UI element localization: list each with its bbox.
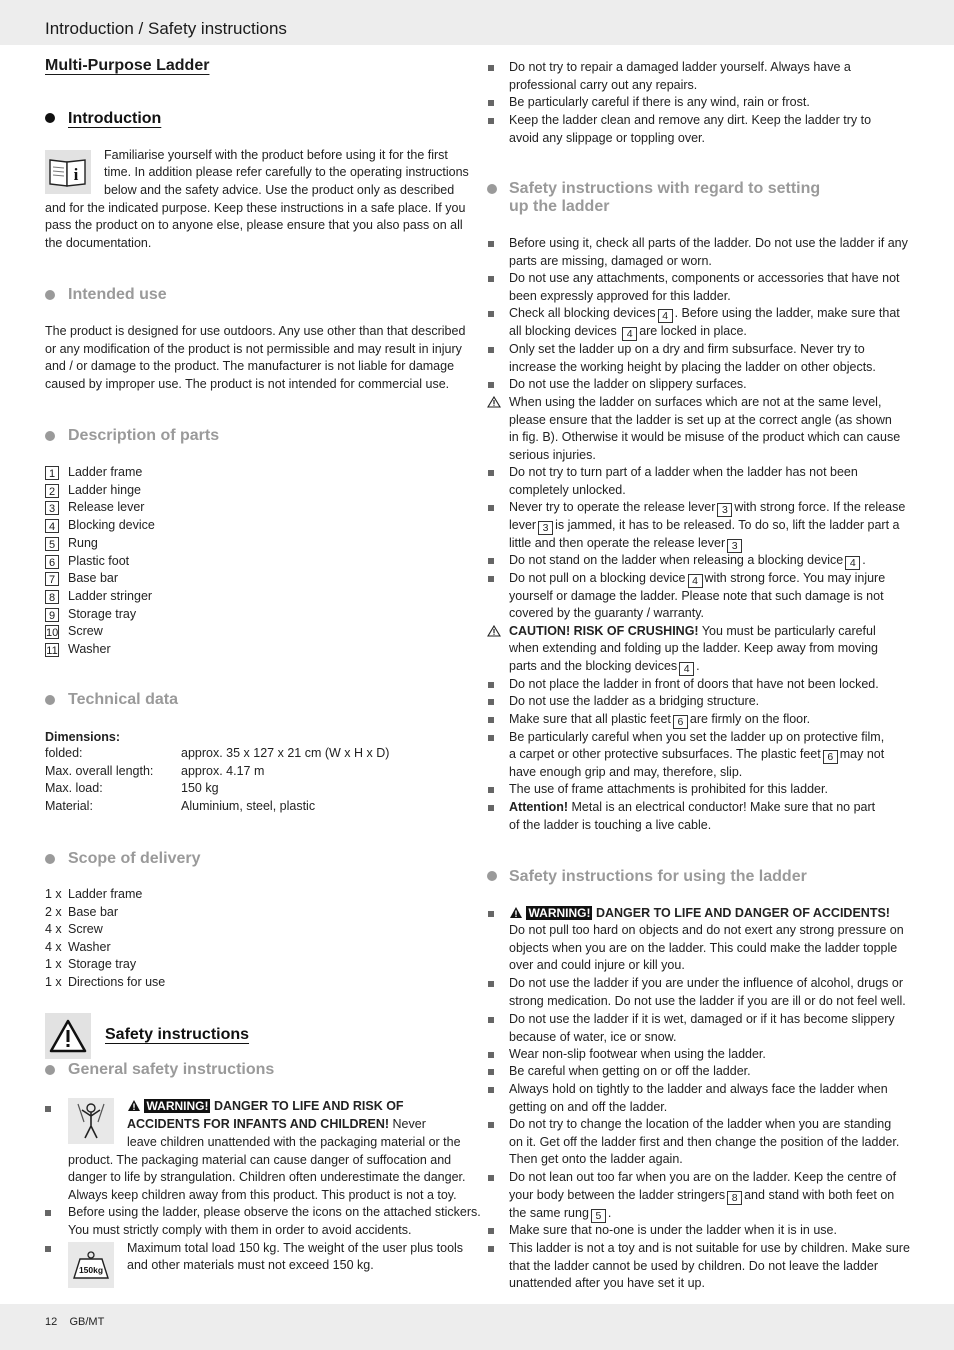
using-heading: Safety instructions for using the ladder	[509, 868, 807, 885]
intro-line: the documentation.	[45, 236, 152, 250]
instruction-text: the same rung	[509, 1206, 589, 1220]
delivery-qty: 1 x	[45, 887, 62, 901]
instruction-text: Do not pull on a blocking device	[509, 571, 686, 585]
warning-text-bold: DANGER TO LIFE AND DANGER OF ACCIDENTS!	[595, 906, 890, 920]
part-number-badge: 3	[717, 503, 732, 517]
list-bullet	[488, 682, 494, 688]
section-bullet	[45, 1065, 55, 1075]
list-bullet	[488, 787, 494, 793]
instruction-text: all blocking devices	[509, 324, 617, 338]
intended-use-line: The product is designed for use outdoors. Any use other than that described	[45, 324, 466, 338]
instruction-text: may not	[839, 747, 885, 761]
list-bullet	[488, 1175, 494, 1181]
instruction-line: Be particularly careful if there is any wind, rain or frost.	[509, 95, 810, 109]
part-label: Base bar	[68, 571, 119, 586]
child-warning-line	[127, 1098, 457, 1116]
instruction-line: over and could injure or kill you.	[509, 958, 685, 973]
delivery-item: Ladder frame	[68, 887, 143, 901]
part-number-badge: 9	[45, 608, 59, 622]
list-bullet	[45, 1210, 51, 1216]
instruction-text: with strong force. You may injure	[704, 571, 886, 585]
instruction-text: lever	[509, 518, 537, 532]
list-bullet	[488, 470, 494, 476]
tech-value: Aluminium, steel, plastic	[181, 799, 316, 814]
list-bullet	[488, 347, 494, 353]
instruction-line: yourself or damage the ladder. Please note that such damage is not	[509, 589, 884, 603]
list-bullet	[488, 1069, 494, 1075]
part-label: Washer	[68, 642, 111, 656]
instruction-line: Be careful when getting on or off the ladder.	[509, 1064, 751, 1078]
instruction-line: parts are missing, damaged or worn.	[509, 253, 712, 268]
child-warning-line: product. The packaging material can cause danger of suffocation and	[68, 1153, 452, 1167]
tech-key: Material:	[45, 799, 93, 814]
list-bullet	[488, 1017, 494, 1023]
list-bullet	[488, 382, 494, 388]
list-bullet	[488, 717, 494, 723]
list-bullet	[488, 981, 494, 987]
part-number-badge: 6	[673, 715, 688, 729]
instruction-line: Make sure that no-one is under the ladder when it is in use.	[509, 1223, 837, 1237]
instruction-line: Be particularly careful when you set the ladder up on protective film,	[509, 730, 885, 744]
warning-triangle-icon	[487, 625, 501, 637]
delivery-qty: 1 x	[45, 957, 62, 972]
load-line: and other materials must not exceed 150 kg.	[127, 1258, 374, 1272]
part-label: Ladder stringer	[68, 588, 153, 603]
instruction-line	[509, 570, 885, 588]
warning-triangle-icon	[127, 1099, 141, 1112]
intro-line: Familiarise yourself with the product before using it for the first	[104, 148, 448, 162]
doc-title: Multi-Purpose Ladder	[45, 57, 210, 74]
list-bullet	[488, 505, 494, 511]
list-bullet	[488, 699, 494, 705]
instruction-text: little and then operate the release lever	[509, 536, 726, 550]
instruction-line: The use of frame attachments is prohibited for this ladder.	[509, 782, 828, 796]
part-label: Ladder hinge	[68, 482, 141, 497]
warning-line	[509, 905, 890, 923]
instruction-line: Do not use the ladder as a bridging structure.	[509, 694, 760, 708]
warning-label: WARNING!	[146, 1099, 209, 1113]
tech-heading: Technical data	[68, 691, 178, 708]
instruction-line: completely unlocked.	[509, 482, 626, 497]
section-bullet	[45, 113, 55, 123]
delivery-qty: 2 x	[45, 904, 62, 919]
instruction-text: Make sure that all plastic feet	[509, 712, 671, 726]
tech-value: approx. 35 x 127 x 21 cm (W x H x D)	[181, 746, 390, 760]
delivery-item: Screw	[68, 922, 103, 937]
instruction-line: serious injuries.	[509, 447, 596, 462]
delivery-item: Base bar	[68, 904, 119, 919]
instruction-line: Do not use the ladder if it is wet, damaged or if it has become slippery	[509, 1012, 895, 1026]
header-title: Introduction / Safety instructions	[45, 19, 287, 38]
instruction-text: Metal is an electrical conductor! Make sure that no part	[571, 800, 876, 814]
part-label: Storage tray	[68, 606, 137, 621]
setup-heading-line: up the ladder	[509, 198, 610, 215]
instruction-line: Do not use the ladder on slippery surfaces.	[509, 377, 747, 391]
list-bullet	[488, 805, 494, 811]
intro-line: time. In addition please refer carefully to the operating instructions	[104, 165, 469, 179]
list-bullet	[488, 735, 494, 741]
instruction-line: Do not place the ladder in front of doors that have not been locked.	[509, 677, 879, 691]
part-label: Release lever	[68, 500, 145, 515]
child-warning-line	[127, 1116, 426, 1134]
part-label: Screw	[68, 624, 103, 639]
list-bullet	[488, 1228, 494, 1234]
part-number-badge: 10	[46, 627, 59, 640]
list-bullet	[488, 1246, 494, 1252]
instruction-text: with strong force. If the release	[734, 500, 906, 514]
instruction-line	[509, 1187, 894, 1205]
intro-line: and for the indicated purpose. Keep these instructions in a safe place. If you	[45, 201, 466, 215]
instruction-line: Do not lean out too far when you are on the ladder. Keep the centre of	[509, 1170, 897, 1184]
intro-line: below and the safety advice. Use the product only as described	[104, 183, 455, 197]
part-number-badge: 8	[727, 1191, 742, 1205]
intro-heading: Introduction	[68, 110, 162, 127]
part-number-badge: 3	[45, 501, 59, 515]
instruction-line	[509, 746, 884, 764]
instruction-line	[509, 305, 900, 323]
child-warning-line: Always keep children away from this product. This product is not a toy.	[68, 1188, 457, 1202]
child-warning-line: danger to life by strangulation. Children often underestimate the danger.	[68, 1170, 466, 1184]
instruction-line: Only set the ladder up on a dry and firm subsurface. Never try to	[509, 342, 865, 356]
part-number-badge: 4	[679, 662, 694, 676]
part-number-badge: 4	[658, 309, 673, 323]
tech-value: approx. 4.17 m	[181, 763, 265, 778]
intended-use-line: caused by improper use. The product is not intended for commercial use.	[45, 377, 450, 391]
list-bullet	[488, 1122, 494, 1128]
instruction-text: are locked in place.	[639, 324, 747, 338]
part-number-badge: 8	[45, 590, 59, 604]
intended-use-heading: Intended use	[68, 286, 167, 303]
instruction-line: strong medication. Do not use the ladder if you are ill or do not feel well.	[509, 993, 906, 1008]
part-number-badge: 6	[823, 750, 838, 764]
setup-heading-line: Safety instructions with regard to setting	[509, 180, 821, 197]
warning-label: WARNING!	[528, 906, 591, 920]
warning-triangle-icon	[509, 906, 523, 919]
delivery-qty: 4 x	[45, 939, 62, 954]
part-number-badge: 4	[622, 327, 637, 341]
warning-triangle-icon	[487, 396, 501, 408]
instruction-line: when extending and folding up the ladder. Keep away from moving	[509, 641, 878, 655]
instruction-text: your body between the ladder stringers	[509, 1188, 726, 1202]
section-bullet	[487, 184, 497, 194]
list-bullet	[488, 118, 494, 124]
instruction-text: Never try to operate the release lever	[509, 500, 716, 514]
instruction-line: on it. Get off the ladder first and then change the position of the ladder.	[509, 1134, 900, 1149]
instruction-line	[509, 623, 876, 641]
list-bullet	[488, 1087, 494, 1093]
instruction-line: parts and the blocking devices 4 .	[509, 659, 700, 675]
delivery-item: Directions for use	[68, 975, 166, 989]
load-line: Maximum total load 150 kg. The weight of the user plus tools	[127, 1241, 464, 1255]
safety-heading: Safety instructions	[105, 1026, 250, 1043]
delivery-qty: 1 x	[45, 975, 62, 989]
load-icon-text: 150kg	[78, 1265, 104, 1275]
warning-text-bold: ACCIDENTS FOR INFANTS AND CHILDREN!	[127, 1117, 390, 1131]
instruction-text: parts and the blocking devices	[509, 659, 678, 673]
instruction-bold: CAUTION! RISK OF CRUSHING!	[509, 624, 699, 638]
instruction-line: increase the working height by placing the ladder on other objects.	[509, 359, 876, 374]
intended-use-line: and / or damage to the product. The manufacturer is not liable for damage	[45, 359, 455, 373]
instruction-line: in fig. B). Otherwise it would be misuse of the product which can cause	[509, 430, 901, 445]
part-number-badge: 4	[688, 574, 703, 588]
part-number-badge: 3	[538, 521, 553, 535]
section-bullet	[45, 290, 55, 300]
instruction-text: Check all blocking devices	[509, 306, 656, 320]
instruction-line: Always hold on tightly to the ladder and always face the ladder when	[509, 1082, 888, 1096]
intro-line: pass the product on to anyone else, please ensure that you also pass on all	[45, 218, 463, 232]
part-label: Plastic foot	[68, 553, 130, 568]
delivery-qty: 4 x	[45, 922, 62, 937]
warning-text: Never	[392, 1117, 426, 1131]
delivery-heading: Scope of delivery	[68, 850, 201, 867]
sticker-line: Before using the ladder, please observe the icons on the attached stickers.	[68, 1205, 481, 1219]
instruction-line: Wear non-slip footwear when using the ladder.	[509, 1047, 766, 1061]
instruction-line: please ensure that the ladder is set up at the correct angle (as shown	[509, 412, 892, 427]
list-bullet	[45, 1106, 51, 1112]
part-number-badge: 4	[45, 519, 59, 533]
instruction-line: getting on and off the ladder.	[509, 1099, 668, 1114]
instruction-text: a carpet or other protective subsurfaces. The plastic feet	[509, 747, 821, 761]
section-bullet	[45, 695, 55, 705]
list-bullet	[488, 576, 494, 582]
instruction-line: covered by the guaranty / warranty.	[509, 606, 705, 620]
list-bullet	[488, 558, 494, 564]
footer-text	[45, 1316, 104, 1328]
instruction-line: When using the ladder on surfaces which are not at the same level,	[509, 395, 882, 409]
warning-icon	[45, 1013, 91, 1059]
part-label: Ladder frame	[68, 465, 143, 479]
instruction-line: because of water, ice or snow.	[509, 1029, 677, 1044]
book-info-icon	[45, 150, 91, 194]
parts-heading: Description of parts	[68, 427, 220, 444]
part-label: Rung	[68, 535, 98, 550]
delivery-item: Washer	[68, 939, 111, 954]
instruction-line: Do not try to turn part of a ladder when the ladder has not been	[509, 465, 858, 479]
tech-key: Max. overall length:	[45, 763, 154, 778]
setup-heading	[509, 180, 820, 216]
intended-use-line: or any modification of the product is not permissible and may result in injury	[45, 342, 462, 356]
instruction-bold: Attention!	[509, 800, 569, 814]
delivery-item: Storage tray	[68, 957, 137, 972]
list-bullet	[488, 276, 494, 282]
child-warning-line: leave children unattended with the packaging material or the	[127, 1135, 461, 1149]
section-bullet	[487, 871, 497, 881]
instruction-text: Do not stand on the ladder when releasing a blocking device	[509, 553, 844, 567]
part-number-badge: 5	[591, 1209, 606, 1223]
general-safety-heading: General safety instructions	[68, 1061, 275, 1078]
instruction-line: Do not stand on the ladder when releasing a blocking device 4 .	[509, 553, 866, 569]
instruction-line	[509, 535, 744, 553]
warning-text-bold: DANGER TO LIFE AND RISK OF	[213, 1099, 404, 1113]
child-warning-icon	[68, 1098, 114, 1144]
list-bullet	[488, 65, 494, 71]
part-number-badge: 6	[45, 555, 59, 569]
instruction-line: avoid any slippage or toppling over.	[509, 130, 705, 145]
instruction-line: Do not pull too hard on objects and do not exert any strong pressure on	[509, 923, 904, 937]
instruction-text: are firmly on the floor.	[689, 712, 811, 726]
instruction-line: This ladder is not a toy and is not suitable for use by children. Make sure	[509, 1241, 910, 1255]
instruction-line: the same rung 5 .	[509, 1206, 612, 1222]
instruction-line: been expressly approved for this ladder.	[509, 288, 731, 303]
instruction-line: Keep the ladder clean and remove any dirt. Keep the ladder try to	[509, 113, 872, 127]
section-bullet	[45, 854, 55, 864]
instruction-line: Then get onto the ladder again.	[509, 1152, 683, 1167]
list-bullet	[488, 100, 494, 106]
list-bullet	[488, 241, 494, 247]
instruction-line: Before using it, check all parts of the ladder. Do not use the ladder if any	[509, 236, 908, 250]
tech-key: Max. load:	[45, 781, 103, 796]
load-weight-icon	[68, 1242, 114, 1288]
instruction-line	[509, 517, 900, 535]
locale-code: GB/MT	[69, 1316, 105, 1328]
instruction-line: unattended after you have set it up.	[509, 1276, 705, 1291]
instruction-line: of the ladder is touching a live cable.	[509, 818, 712, 832]
instruction-line: professional carry out any repairs.	[509, 77, 698, 92]
instruction-line	[509, 499, 905, 517]
instruction-line: that the ladder cannot be used by children. Do not leave the ladder	[509, 1258, 879, 1273]
instruction-line: Do not try to change the location of the ladder when you are standing	[509, 1117, 892, 1131]
instruction-line: objects when you are on the ladder. This could make the ladder topple	[509, 940, 898, 955]
tech-value: 150 kg	[181, 781, 219, 796]
list-bullet	[488, 911, 494, 917]
list-bullet	[488, 1052, 494, 1058]
part-number-badge: 11	[46, 645, 58, 657]
page-footer	[0, 1304, 954, 1350]
tech-key: folded:	[45, 746, 83, 760]
dimensions-label: Dimensions:	[45, 730, 121, 744]
part-label: Blocking device	[68, 518, 155, 533]
instruction-line	[509, 323, 747, 341]
instruction-line: Do not use the ladder if you are under the influence of alcohol, drugs or	[509, 976, 904, 990]
page-header	[0, 0, 954, 45]
instruction-line: have enough grip and may, therefore, slip.	[509, 765, 743, 779]
part-number-badge: 7	[45, 572, 59, 586]
instruction-line	[509, 799, 875, 817]
part-number-badge: 5	[45, 537, 59, 551]
instruction-line	[509, 711, 810, 729]
part-number-badge: 2	[45, 484, 59, 498]
sticker-line: You must strictly comply with them in order to avoid accidents.	[68, 1223, 412, 1237]
instruction-line: Do not use any attachments, components or accessories that have not	[509, 271, 900, 285]
part-number-badge: 3	[727, 539, 742, 553]
instruction-text: . Before using the ladder, make sure that	[674, 306, 900, 320]
list-bullet	[488, 311, 494, 317]
list-bullet	[45, 1246, 51, 1252]
part-number-badge: 4	[845, 556, 860, 570]
svg-text:i: i	[73, 165, 79, 184]
instruction-line: Do not try to repair a damaged ladder yourself. Always have a	[509, 60, 851, 74]
instruction-text: and stand with both feet on	[744, 1188, 895, 1202]
instruction-text: is jammed, it has to be released. To do so, lift the ladder part a	[555, 518, 900, 532]
part-number-badge: 1	[45, 466, 59, 480]
instruction-text: You must be particularly careful	[701, 624, 876, 638]
page-number: 12	[45, 1316, 58, 1328]
section-bullet	[45, 431, 55, 441]
